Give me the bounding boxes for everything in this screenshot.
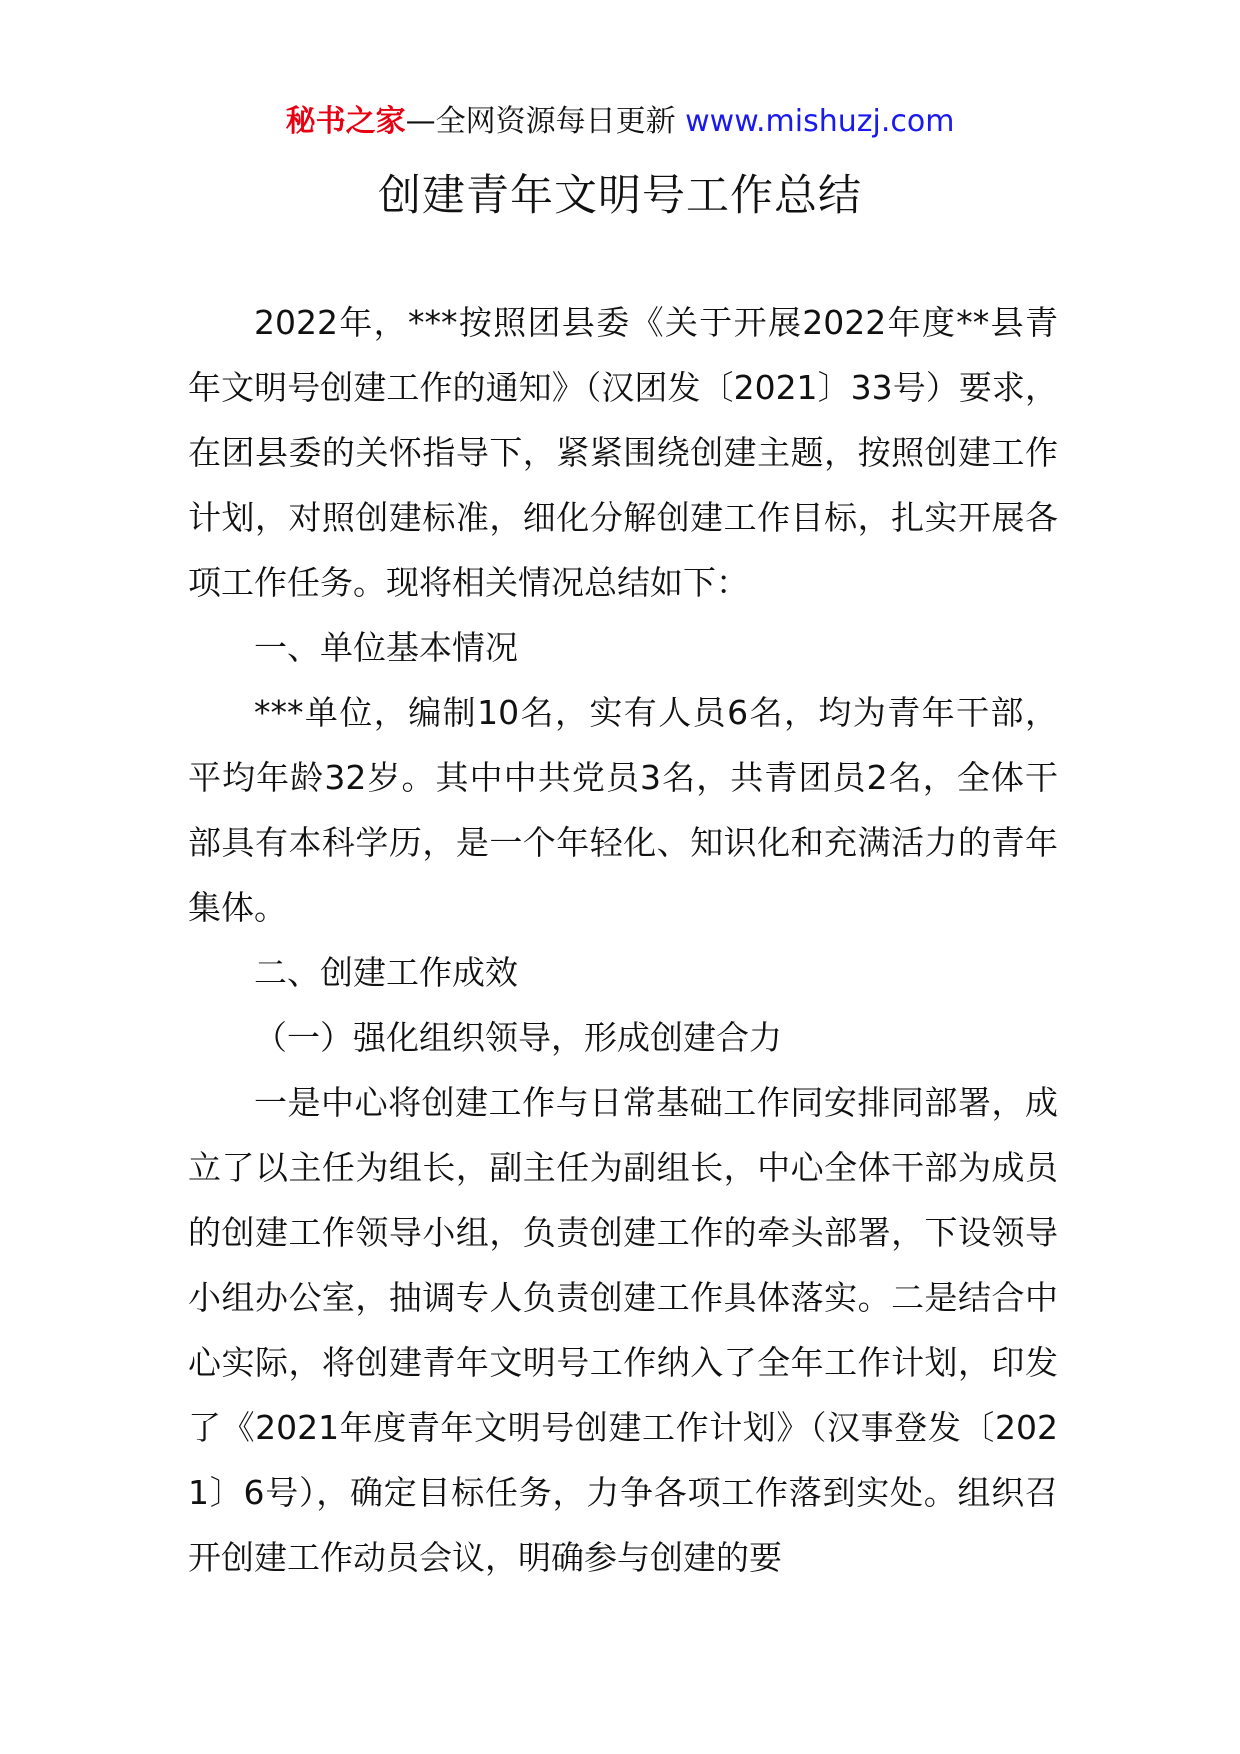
paragraph-organization: 一是中心将创建工作与日常基础工作同安排同部署，成立了以主任为组长，副主任为副组长，中心全体干部为成员的创建工作领导小组，负责创建工作的牵头部署，下设领导小组办公室，抽调专人负责创建工作具体落实。二是结合中心实际，将创建青年文明号工作纳入了全年工作计划，印发了《2021年度青年文明号创建工作计划》（汉事登发〔2021〕6号），确定目标任务，力争各项工作落到实处。组织召开创建工作动员会议，明确参与创建的要 <box>188 1083 1058 1577</box>
document-body <box>188 290 1058 1590</box>
section-heading-2: 二、创建工作成效 <box>254 953 518 992</box>
document-title: 创建青年文明号工作总结 <box>378 171 862 221</box>
paragraph-intro: 2022年，***按照团县委《关于开展2022年度**县青年文明号创建工作的通知》（汉团发〔2021〕33号）要求，在团县委的关怀指导下，紧紧围绕创建主题，按照创建工作计划，对照创建标准，细化分解创建工作目标，扎实开展各项工作任务。现将相关情况总结如下： <box>188 303 1058 602</box>
section-heading-1: 一、单位基本情况 <box>254 628 518 667</box>
site-url: www.mishuzj.com <box>685 104 955 139</box>
site-brand: 秘书之家 <box>285 104 406 139</box>
site-header <box>0 100 1240 144</box>
subsection-heading-1: （一）强化组织领导，形成创建合力 <box>254 1018 782 1057</box>
site-tagline: —全网资源每日更新 <box>405 104 676 139</box>
paragraph-unit-info: ***单位，编制10名，实有人员6名，均为青年干部，平均年龄32岁。其中中共党员3名，共青团员2名，全体干部具有本科学历，是一个年轻化、知识化和充满活力的青年集体。 <box>188 693 1058 927</box>
